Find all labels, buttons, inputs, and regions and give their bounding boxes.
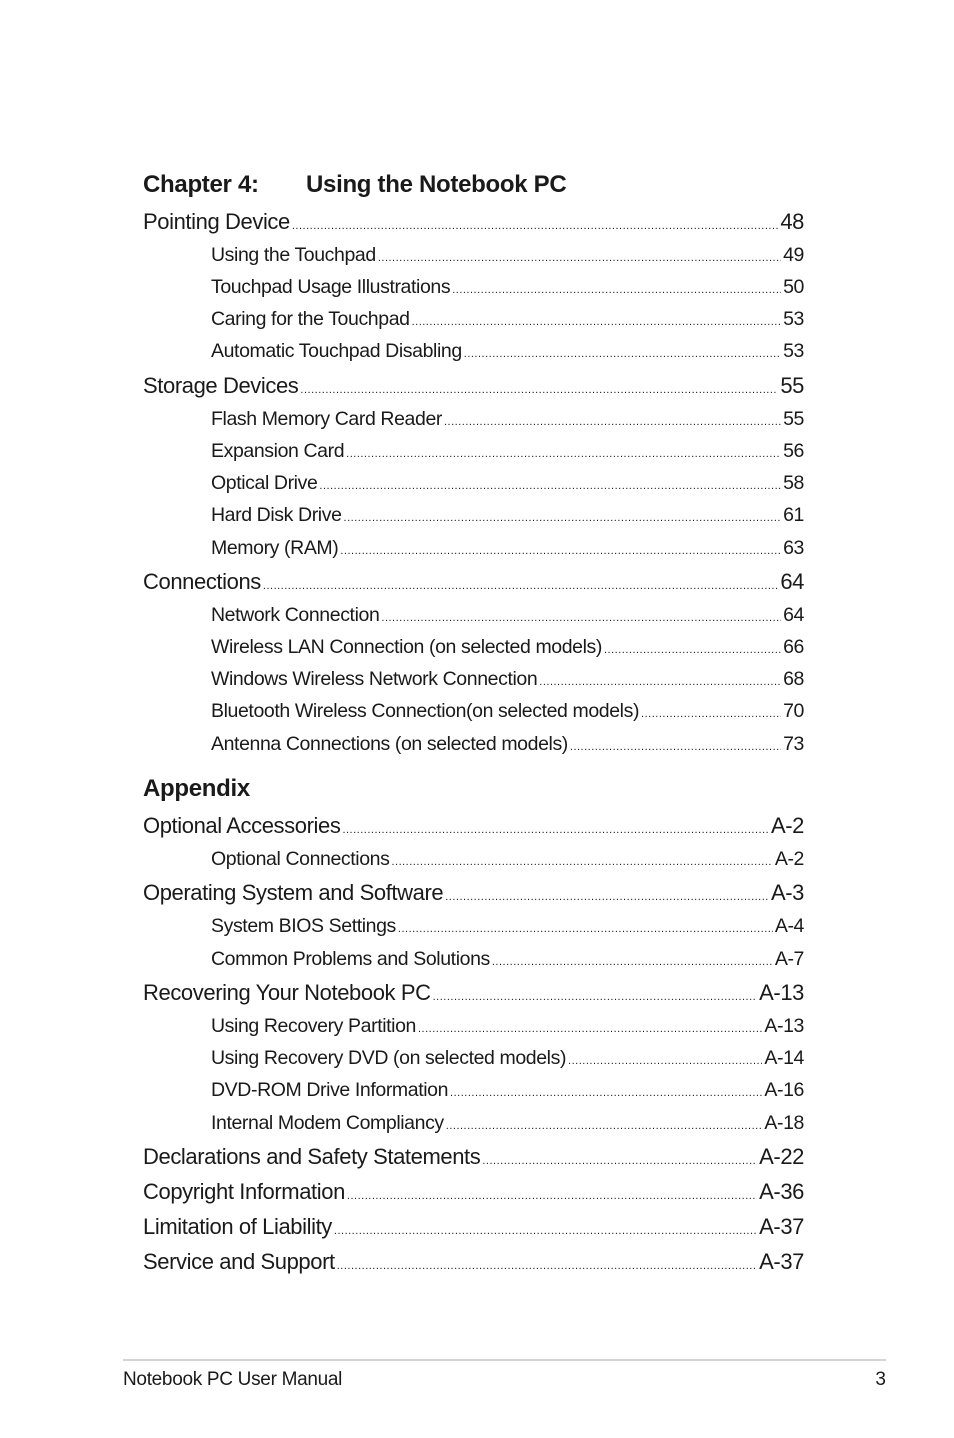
toc-entry-windows-wireless-network-connection[interactable]: Windows Wireless Network Connection ..... 68 — [211, 668, 804, 691]
toc-entry-wireless-lan-connection[interactable]: Wireless LAN Connection (on selected models) ..... 66 — [211, 636, 804, 659]
toc-entry-dvd-rom-drive-information[interactable]: DVD-ROM Drive Information ..... A-16 — [211, 1079, 804, 1102]
toc-entry-internal-modem-compliancy[interactable]: Internal Modem Compliancy ..... A-18 — [211, 1112, 804, 1135]
toc-entry-memory-ram[interactable]: Memory (RAM) ..... 63 — [211, 537, 804, 560]
footer-divider — [123, 1359, 886, 1361]
toc-entry-caring-touchpad[interactable]: Caring for the Touchpad ..... 53 — [211, 308, 804, 331]
toc-entry-connections[interactable]: Connections ..... 64 — [143, 569, 804, 595]
toc-entry-using-recovery-dvd[interactable]: Using Recovery DVD (on selected models) ..... A-14 — [211, 1047, 804, 1070]
appendix-heading: Appendix — [143, 775, 250, 802]
toc-entry-flash-memory-card-reader[interactable]: Flash Memory Card Reader ..... 55 — [211, 408, 804, 431]
chapter-number: Chapter 4: — [143, 171, 259, 198]
toc-entry-antenna-connections[interactable]: Antenna Connections (on selected models) ..... 73 — [211, 733, 804, 756]
toc-entry-pointing-device[interactable]: Pointing Device ..... 48 — [143, 209, 804, 235]
toc-entry-recovering-notebook-pc[interactable]: Recovering Your Notebook PC ..... A-13 — [143, 980, 804, 1006]
footer-page-number: 3 — [875, 1369, 886, 1390]
toc-entry-using-recovery-partition[interactable]: Using Recovery Partition ..... A-13 — [211, 1015, 804, 1038]
toc-entry-system-bios-settings[interactable]: System BIOS Settings ..... A-4 — [211, 915, 804, 938]
toc-entry-declarations-safety-statements[interactable]: Declarations and Safety Statements ..... A-22 — [143, 1144, 804, 1170]
toc-entry-service-and-support[interactable]: Service and Support ..... A-37 — [143, 1249, 804, 1275]
toc-entry-automatic-touchpad-disabling[interactable]: Automatic Touchpad Disabling ..... 53 — [211, 340, 804, 363]
toc-entry-optional-connections[interactable]: Optional Connections ..... A-2 — [211, 848, 804, 871]
toc-entry-touchpad-usage-illustrations[interactable]: Touchpad Usage Illustrations ..... 50 — [211, 276, 804, 299]
toc-entry-optical-drive[interactable]: Optical Drive ..... 58 — [211, 472, 804, 495]
chapter-title: Using the Notebook PC — [306, 171, 567, 198]
toc-entry-limitation-of-liability[interactable]: Limitation of Liability ..... A-37 — [143, 1214, 804, 1240]
toc-entry-common-problems-solutions[interactable]: Common Problems and Solutions ..... A-7 — [211, 948, 804, 971]
toc-entry-network-connection[interactable]: Network Connection ..... 64 — [211, 604, 804, 627]
toc-entry-operating-system-software[interactable]: Operating System and Software ..... A-3 — [143, 880, 804, 906]
toc-entry-bluetooth-wireless-connection[interactable]: Bluetooth Wireless Connection(on selected models) ..... 70 — [211, 700, 804, 723]
footer-manual-title: Notebook PC User Manual — [123, 1369, 343, 1390]
toc-entry-hard-disk-drive[interactable]: Hard Disk Drive ..... 61 — [211, 504, 804, 527]
chapter-4-heading — [143, 171, 566, 199]
toc-entry-storage-devices[interactable]: Storage Devices ..... 55 — [143, 373, 804, 399]
toc-entry-optional-accessories[interactable]: Optional Accessories ..... A-2 — [143, 813, 804, 839]
toc-entry-copyright-information[interactable]: Copyright Information ..... A-36 — [143, 1179, 804, 1205]
toc-entry-using-touchpad[interactable]: Using the Touchpad ..... 49 — [211, 244, 804, 267]
toc-entry-expansion-card[interactable]: Expansion Card ..... 56 — [211, 440, 804, 463]
